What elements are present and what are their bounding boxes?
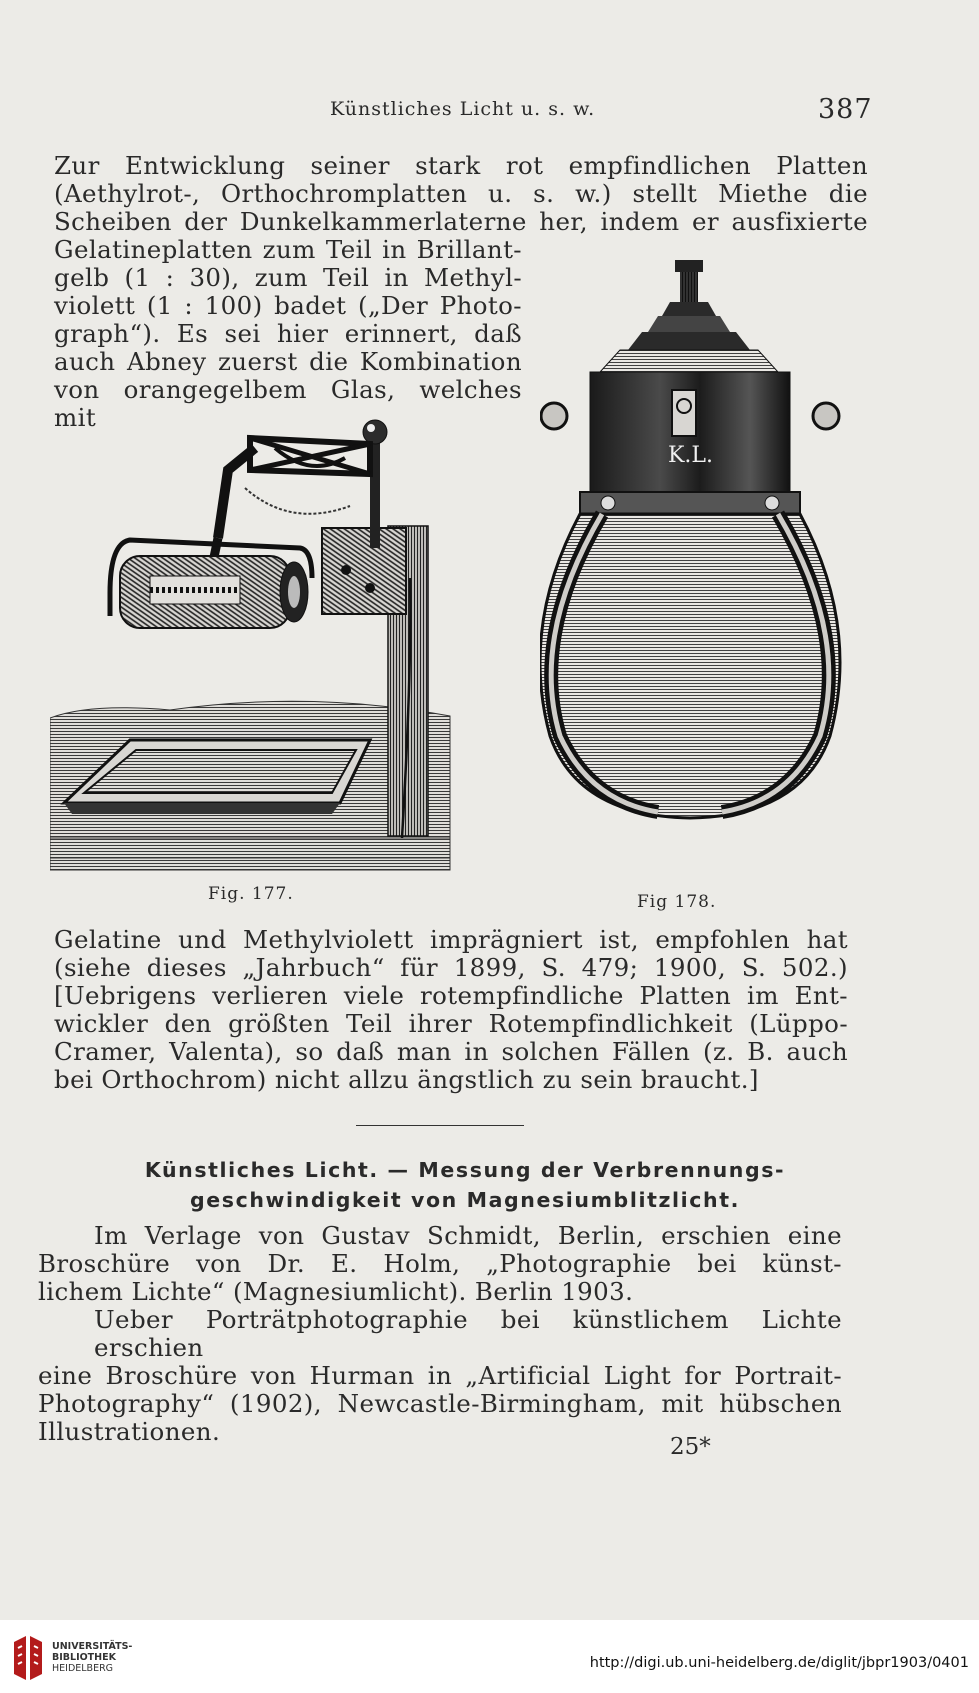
text-line: auch Abney zuerst die Kombination [54, 347, 522, 376]
source-url-link[interactable]: http://digi.ub.uni-heidelberg.de/diglit/jbpr1903/0401 [589, 1655, 969, 1671]
text-line: Scheiben der Dunkelkammerlaterne her, indem er ausfixierte [54, 207, 868, 236]
library-name-line: HEIDELBERG [52, 1663, 114, 1674]
text-line: Ueber Porträtphotographie bei künstlichem Lichte erschien [94, 1305, 842, 1362]
text-line: bei Orthochrom) nicht allzu ängstlich zu sein braucht.] [54, 1065, 759, 1094]
text-line: Im Verlage von Gustav Schmidt, Berlin, erschien eine [94, 1221, 842, 1250]
text-line: (Aethylrot-, Orthochromplatten u. s. w.) stellt Miethe die [54, 179, 868, 208]
text-line: [Uebrigens verlieren viele rotempfindliche Platten im Ent- [54, 981, 848, 1010]
paragraph-intro-wrapped [54, 236, 522, 432]
paragraph-hurman-brochure [38, 1306, 842, 1446]
text-line: Gelatineplatten zum Teil in Brillant- [54, 235, 522, 264]
text-line: (siehe dieses „Jahrbuch“ für 1899, S. 479; 1900, S. 502.) [54, 953, 848, 982]
text-line: violett (1 : 100) badet („Der Photo- [54, 291, 522, 320]
paragraph-holm-brochure [38, 1222, 842, 1306]
paragraph-intro-full-width [54, 152, 868, 236]
library-name-line: BIBLIOTHEK [52, 1652, 116, 1663]
figure-177-illustration [50, 418, 460, 878]
library-name [52, 1641, 132, 1674]
heading-line: geschwindigkeit von Magnesiumblitzlicht. [189, 1188, 741, 1212]
text-line: Cramer, Valenta), so daß man in solchen Fällen (z. B. auch [54, 1037, 848, 1066]
figure-178-illustration [540, 256, 850, 886]
text-line: Broschüre von Dr. E. Holm, „Photographie bei künst- [38, 1249, 842, 1278]
university-library-logo-icon [10, 1634, 46, 1684]
text-line: graph“). Es sei hier erinnert, daß [54, 319, 522, 348]
text-line: Gelatine und Methylviolett imprägniert ist, empfohlen hat [54, 925, 848, 954]
section-heading [50, 1155, 880, 1215]
text-line: von orangegelbem Glas, welches mit [54, 375, 522, 432]
paragraph-intro-continued [54, 926, 848, 1094]
text-line: Illustrationen. [38, 1417, 221, 1446]
text-line: Zur Entwicklung seiner stark rot empfindlichen Platten [54, 151, 868, 180]
text-line: lichem Lichte“ (Magnesiumlicht). Berlin 1903. [38, 1277, 634, 1306]
heading-line: Künstliches Licht. — Messung der Verbrennungs- [144, 1158, 786, 1182]
text-line: wickler den größten Teil ihrer Rotempfindlichkeit (Lüppo- [54, 1009, 848, 1038]
library-name-line: UNIVERSITÄTS- [52, 1641, 133, 1652]
page-number: 387 [818, 94, 873, 125]
section-divider [356, 1125, 524, 1126]
text-line: gelb (1 : 30), zum Teil in Methyl- [54, 263, 522, 292]
text-line: eine Broschüre von Hurman in „Artificial Light for Portrait- [38, 1361, 842, 1390]
text-line: Photography“ (1902), Newcastle-Birmingham, mit hübschen [38, 1389, 842, 1418]
figure-178-caption: Fig 178. [637, 892, 717, 912]
running-title: Künstliches Licht u. s. w. [330, 98, 596, 120]
figure-177-caption: Fig. 177. [208, 884, 294, 904]
signature-mark: 25* [670, 1434, 711, 1460]
lamp-label: K.L. [668, 443, 714, 468]
